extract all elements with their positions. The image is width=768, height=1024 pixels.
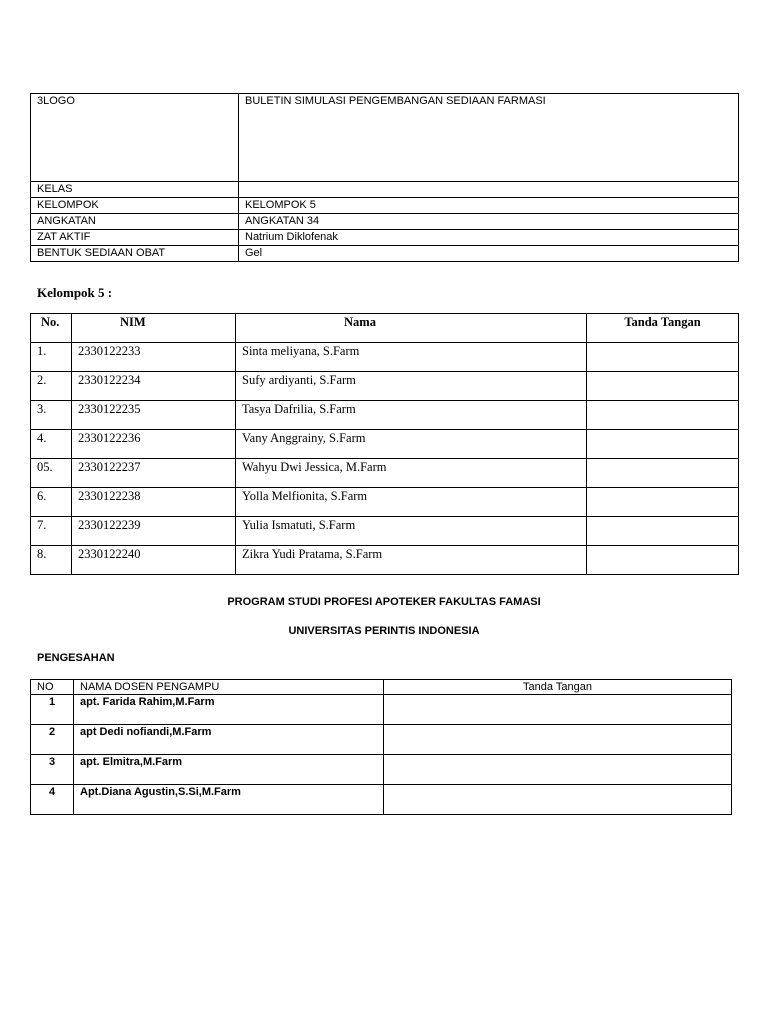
info-label: ANGKATAN — [31, 214, 239, 230]
logo-cell: 3LOGO — [31, 94, 239, 182]
table-row — [31, 459, 739, 488]
member-nim: 2330122237 — [72, 459, 236, 488]
member-name: Yulia Ismatuti, S.Farm — [236, 517, 587, 546]
signature-cell — [587, 488, 739, 517]
member-no: 2. — [31, 372, 72, 401]
lecturer-name: Apt.Diana Agustin,S.Si,M.Farm — [74, 785, 384, 815]
col-header-nim: NIM — [72, 314, 236, 343]
info-label: ZAT AKTIF — [31, 230, 239, 246]
header-table — [30, 93, 739, 262]
col-header-nama: Nama — [236, 314, 587, 343]
member-no: 1. — [31, 343, 72, 372]
col-header-signature: Tanda Tangan — [384, 680, 732, 695]
member-no: 6. — [31, 488, 72, 517]
info-value: Gel — [239, 246, 739, 262]
lecturer-no: 2 — [31, 725, 74, 755]
lecturer-no: 4 — [31, 785, 74, 815]
bulletin-title: BULETIN SIMULASI PENGEMBANGAN SEDIAAN FARMASI — [239, 94, 739, 182]
info-label: BENTUK SEDIAAN OBAT — [31, 246, 239, 262]
signature-cell — [384, 785, 732, 815]
table-row — [31, 725, 732, 755]
info-value — [239, 182, 739, 198]
signature-cell — [587, 343, 739, 372]
info-value: KELOMPOK 5 — [239, 198, 739, 214]
signature-cell — [587, 546, 739, 575]
lecturer-no: 1 — [31, 695, 74, 725]
member-name: Tasya Dafrilia, S.Farm — [236, 401, 587, 430]
member-name: Sinta meliyana, S.Farm — [236, 343, 587, 372]
signature-cell — [587, 459, 739, 488]
member-name: Sufy ardiyanti, S.Farm — [236, 372, 587, 401]
member-no: 7. — [31, 517, 72, 546]
table-row — [31, 343, 739, 372]
signature-cell — [587, 401, 739, 430]
col-header-no: No. — [31, 314, 72, 343]
lecturer-name: apt. Farida Rahim,M.Farm — [74, 695, 384, 725]
members-table — [30, 313, 739, 575]
university-title: UNIVERSITAS PERINTIS INDONESIA — [288, 625, 480, 637]
table-row — [31, 401, 739, 430]
member-nim: 2330122240 — [72, 546, 236, 575]
member-no: 05. — [31, 459, 72, 488]
member-name: Zikra Yudi Pratama, S.Farm — [236, 546, 587, 575]
info-row-kelompok — [31, 198, 739, 214]
signature-cell — [587, 517, 739, 546]
member-name: Vany Anggrainy, S.Farm — [236, 430, 587, 459]
member-nim: 2330122236 — [72, 430, 236, 459]
members-header-row — [31, 314, 739, 343]
approval-label: PENGESAHAN — [37, 652, 115, 664]
table-row — [31, 755, 732, 785]
signature-cell — [384, 695, 732, 725]
member-name: Yolla Melfionita, S.Farm — [236, 488, 587, 517]
info-row-angkatan — [31, 214, 739, 230]
lecturer-no: 3 — [31, 755, 74, 785]
info-row-bentuk-sediaan — [31, 246, 739, 262]
info-row-kelas — [31, 182, 739, 198]
table-row — [31, 785, 732, 815]
signature-cell — [384, 755, 732, 785]
table-row — [31, 695, 732, 725]
member-nim: 2330122239 — [72, 517, 236, 546]
info-label: KELAS — [31, 182, 239, 198]
member-nim: 2330122233 — [72, 343, 236, 372]
member-nim: 2330122235 — [72, 401, 236, 430]
info-row-zat-aktif — [31, 230, 739, 246]
program-title: PROGRAM STUDI PROFESI APOTEKER FAKULTAS FAMASI — [227, 596, 541, 608]
col-header-no: NO — [31, 680, 74, 695]
member-nim: 2330122234 — [72, 372, 236, 401]
signature-cell — [384, 725, 732, 755]
col-header-signature: Tanda Tangan — [587, 314, 739, 343]
table-row — [31, 517, 739, 546]
table-row — [31, 546, 739, 575]
member-no: 3. — [31, 401, 72, 430]
table-row — [31, 488, 739, 517]
info-label: KELOMPOK — [31, 198, 239, 214]
member-name: Wahyu Dwi Jessica, M.Farm — [236, 459, 587, 488]
lecturer-name: apt Dedi nofiandi,M.Farm — [74, 725, 384, 755]
group-title: Kelompok 5 : — [37, 285, 113, 300]
table-row — [31, 372, 739, 401]
approval-header-row — [31, 680, 732, 695]
info-value: ANGKATAN 34 — [239, 214, 739, 230]
col-header-lecturer: NAMA DOSEN PENGAMPU — [74, 680, 384, 695]
approval-table — [30, 679, 732, 815]
table-row — [31, 430, 739, 459]
info-value: Natrium Diklofenak — [239, 230, 739, 246]
member-no: 4. — [31, 430, 72, 459]
signature-cell — [587, 430, 739, 459]
signature-cell — [587, 372, 739, 401]
lecturer-name: apt. Elmitra,M.Farm — [74, 755, 384, 785]
member-no: 8. — [31, 546, 72, 575]
member-nim: 2330122238 — [72, 488, 236, 517]
